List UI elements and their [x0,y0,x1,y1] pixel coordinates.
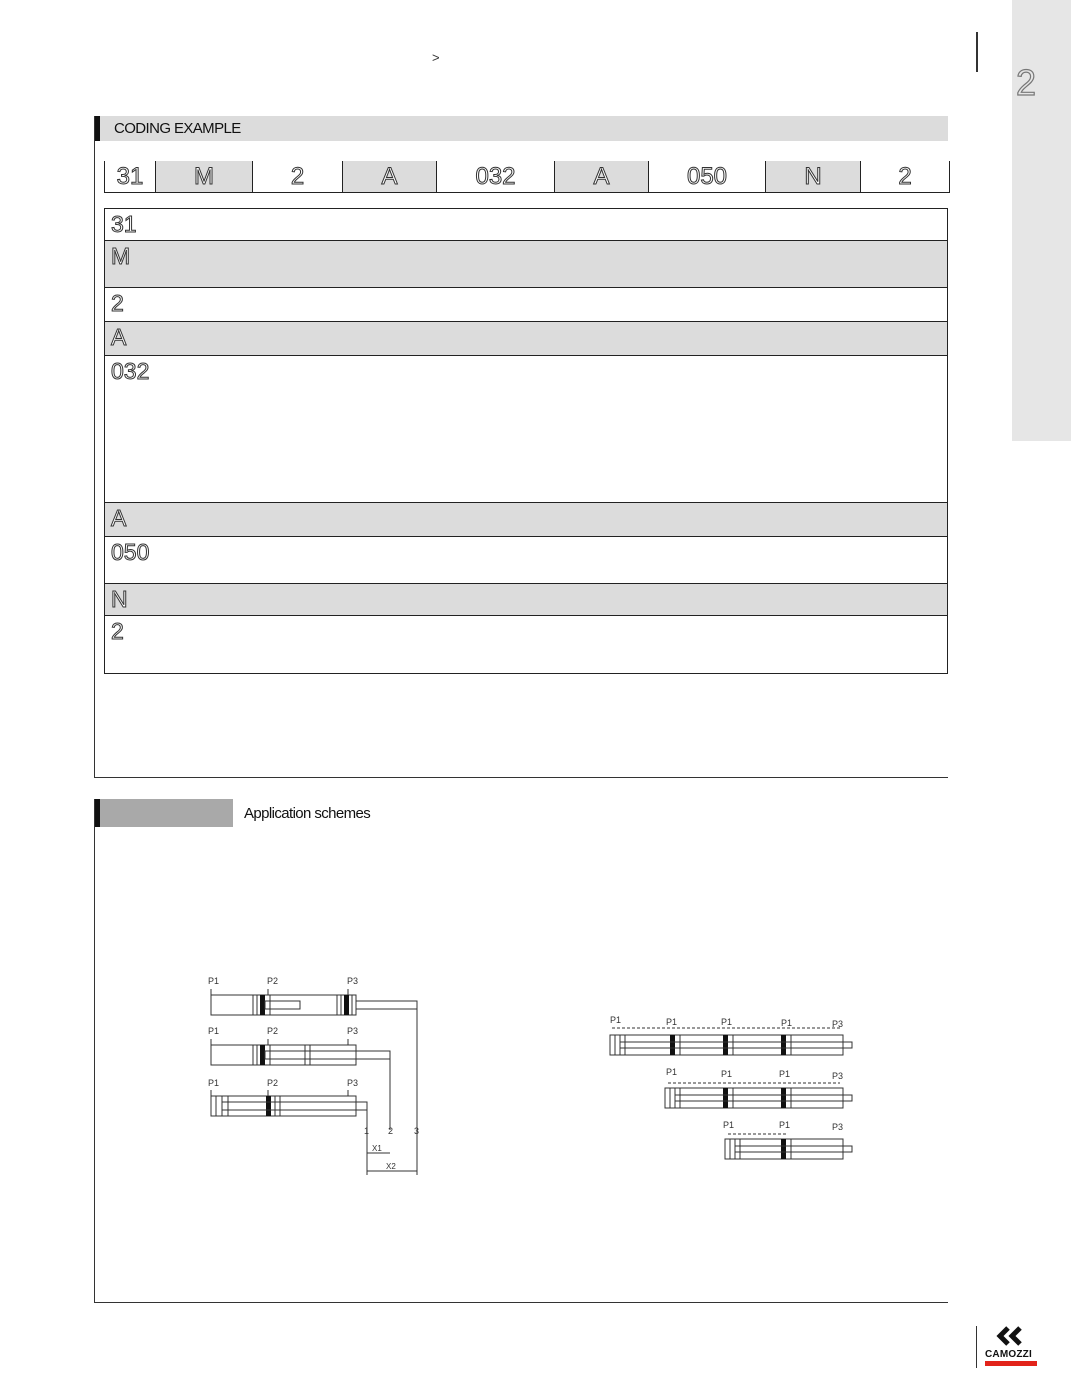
footer-divider [976,1326,977,1368]
port-label: P3 [347,976,359,986]
port-label: P1 [721,1017,733,1027]
row-code: N [111,586,128,612]
code-cell: 2 [898,162,912,190]
application-schemes-title: Application schemes [244,805,371,822]
port-label: P1 [781,1018,793,1028]
row-code: A [111,324,127,350]
position-label: 2 [388,1126,394,1136]
port-label: P2 [267,1078,279,1088]
table-row [105,288,947,322]
table-row [105,209,947,241]
port-label: P1 [208,976,220,986]
code-cell: 032 [437,161,555,192]
table-row [105,356,947,503]
port-label: P3 [832,1019,844,1029]
section-border-bottom [94,1302,948,1303]
section-border-left [94,116,95,778]
section-title: CODING EXAMPLE [114,120,241,137]
coding-table [104,208,948,674]
multi-position-diagram [200,965,430,1180]
dimension-label: X2 [386,1162,396,1171]
code-cell: 2 [253,161,343,192]
header-divider [976,32,978,72]
section-marker [95,799,100,827]
table-row [105,616,947,673]
port-label: P1 [666,1017,678,1027]
port-label: P1 [610,1015,622,1025]
row-code: 31 [111,211,137,237]
port-label: P2 [267,976,279,986]
table-row [105,322,947,356]
section-header-bar [95,799,233,827]
row-code: 050 [111,539,150,565]
port-label: P1 [723,1120,735,1130]
code-cell: A [343,161,437,192]
section-marker [95,116,100,141]
code-cell: M [156,161,253,192]
port-label: P1 [721,1069,733,1079]
row-code: M [111,243,131,269]
row-code: 2 [111,618,124,644]
section-border-bottom [94,777,948,778]
row-code: 032 [111,358,150,384]
table-row [105,503,947,537]
port-label: P1 [666,1067,678,1077]
port-label: P3 [832,1071,844,1081]
port-label: P3 [832,1122,844,1132]
port-label: P1 [208,1078,220,1088]
code-cell: 050 [649,161,766,192]
tandem-cylinders-diagram [600,1008,860,1168]
breadcrumb-separator: > [432,50,440,65]
port-label: P1 [208,1026,220,1036]
port-label: P3 [347,1078,359,1088]
table-row [105,241,947,288]
code-cell: A [555,161,649,192]
table-row [105,537,947,584]
dimension-label: X1 [372,1144,382,1153]
section-border-left [94,799,95,1303]
code-strip [104,161,950,193]
brand-logo-bar [985,1361,1037,1366]
row-code: A [111,505,127,531]
code-cell: 31 [105,161,156,192]
code-cell: N [766,161,861,192]
table-row [105,584,947,616]
row-code: 2 [111,290,124,316]
brand-logo-text: CAMOZZI [985,1349,1032,1360]
port-label: P1 [779,1120,791,1130]
port-label: P3 [347,1026,359,1036]
camozzi-logo-icon [995,1326,1025,1346]
port-label: P2 [267,1026,279,1036]
chapter-number: 2 [1016,62,1037,103]
port-label: P1 [779,1069,791,1079]
position-label: 1 [364,1126,370,1136]
position-label: 3 [414,1126,420,1136]
